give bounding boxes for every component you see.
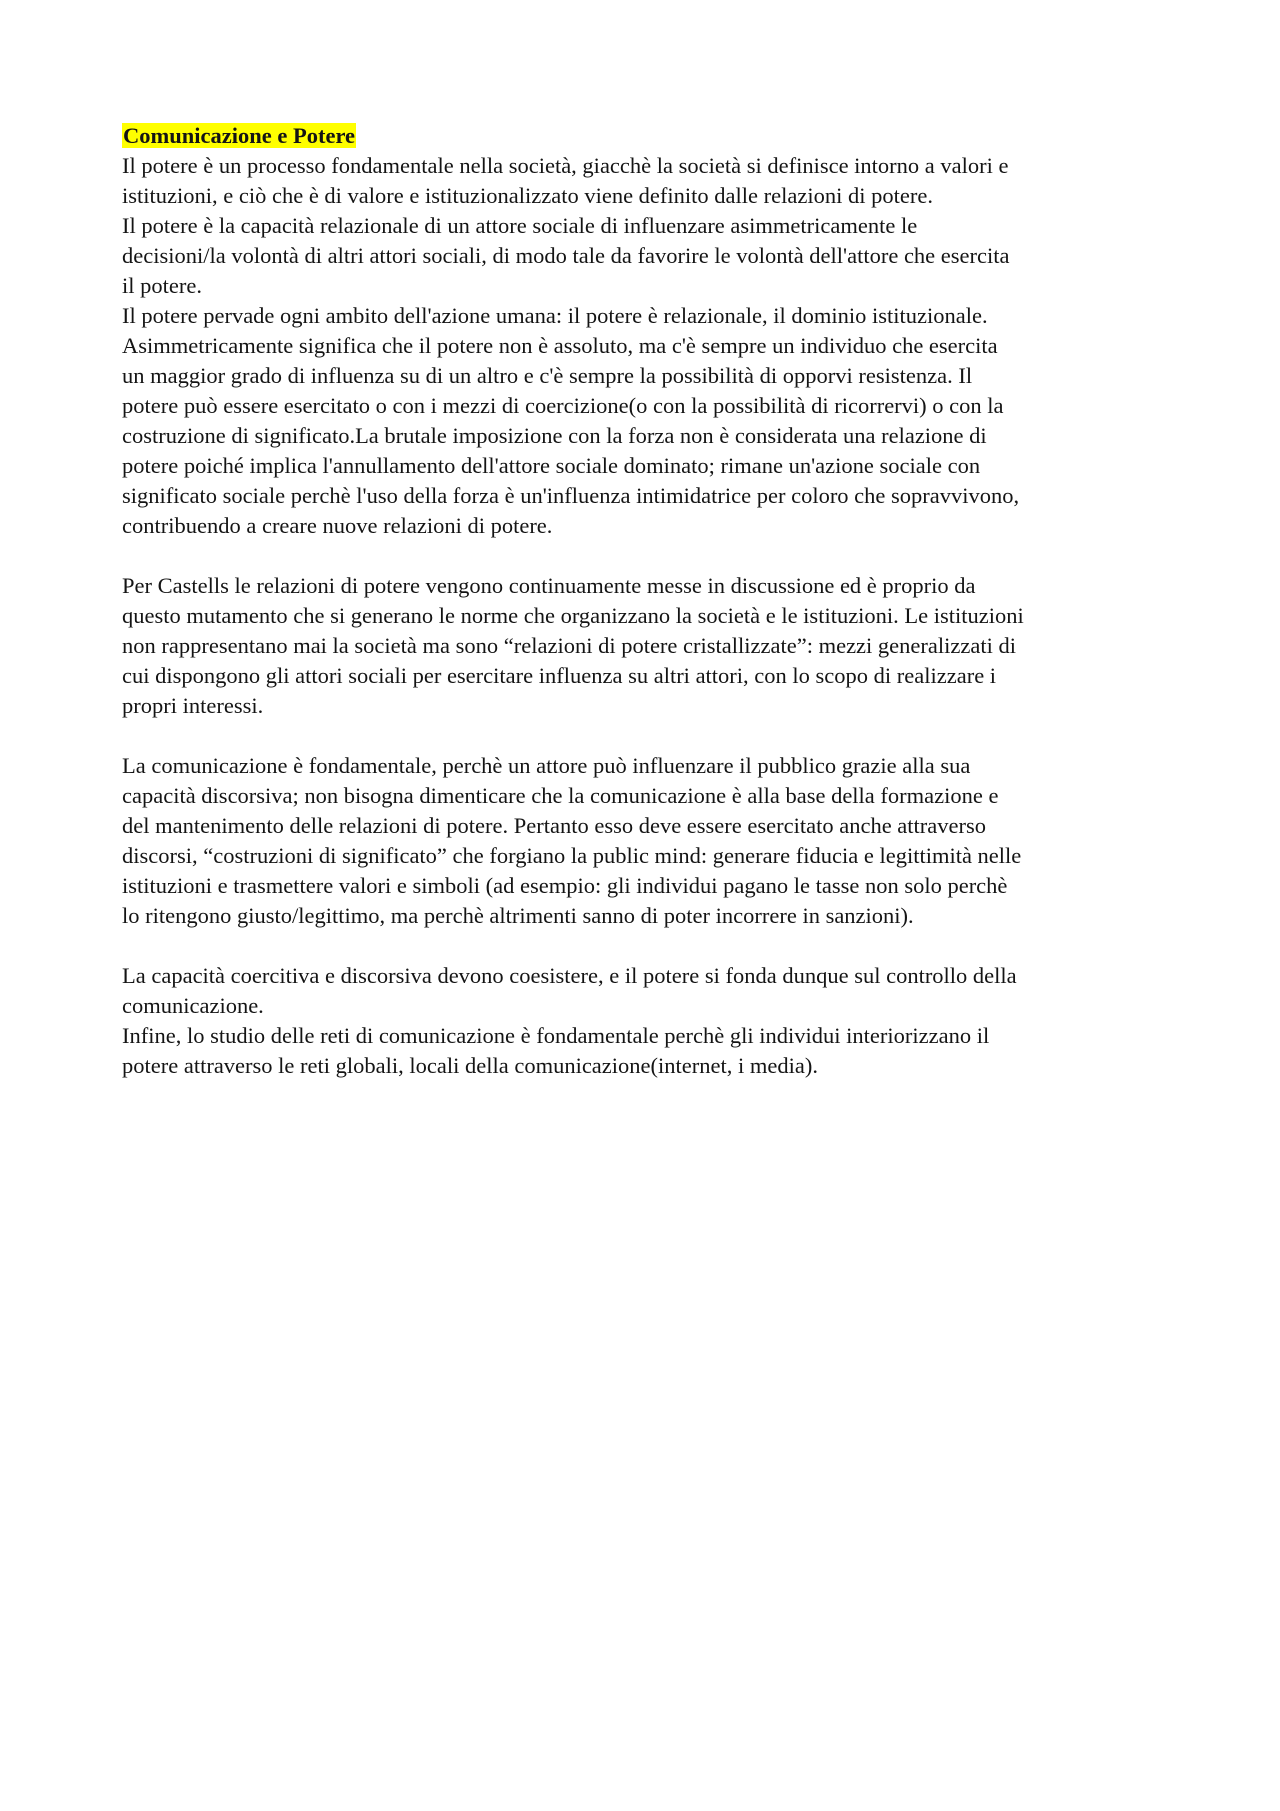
paragraph-3 <box>122 751 1172 931</box>
text-line: potere poiché implica l'annullamento dell'attore sociale dominato; rimane un'azione sociale con <box>122 453 981 478</box>
paragraph-gap <box>122 541 1172 571</box>
text-line: non rappresentano mai la società ma sono “relazioni di potere cristallizzate”: mezzi generalizzati di <box>122 633 1016 658</box>
text-line: discorsi, “costruzioni di significato” che forgiano la public mind: generare fiducia e legittimità nelle <box>122 843 1022 868</box>
text-line: questo mutamento che si generano le norme che organizzano la società e le istituzioni. Le istituzioni <box>122 603 1024 628</box>
title-line <box>122 121 1172 151</box>
text-line: il potere. <box>122 273 202 298</box>
text-line: del mantenimento delle relazioni di potere. Pertanto esso deve essere esercitato anche attraverso <box>122 813 987 838</box>
text-line: La comunicazione è fondamentale, perchè un attore può influenzare il pubblico grazie alla sua <box>122 753 971 778</box>
text-line: comunicazione. <box>122 993 264 1018</box>
text-line: Il potere è un processo fondamentale nella società, giacchè la società si definisce intorno a valori e <box>122 153 1009 178</box>
text-line: istituzioni e trasmettere valori e simboli (ad esempio: gli individui pagano le tasse non solo perchè <box>122 873 1008 898</box>
paragraph-4 <box>122 961 1172 1081</box>
document-title: Comunicazione e Potere <box>123 123 356 148</box>
text-line: un maggior grado di influenza su di un altro e c'è sempre la possibilità di opporvi resistenza. Il <box>122 363 973 388</box>
paragraph-1 <box>122 151 1172 541</box>
text-line: propri interessi. <box>122 693 264 718</box>
text-line: potere può essere esercitato o con i mezzi di coercizione(o con la possibilità di ricorrervi) o con la <box>122 393 1004 418</box>
text-line: decisioni/la volontà di altri attori sociali, di modo tale da favorire le volontà dell'attore che esercita <box>122 243 1010 268</box>
paragraph-gap <box>122 721 1172 751</box>
text-line: Il potere è la capacità relazionale di un attore sociale di influenzare asimmetricamente le <box>122 213 918 238</box>
paragraph-gap <box>122 931 1172 961</box>
text-line: capacità discorsiva; non bisogna dimenticare che la comunicazione è alla base della formazione e <box>122 783 999 808</box>
text-line: Infine, lo studio delle reti di comunicazione è fondamentale perchè gli individui interiorizzano il <box>122 1023 990 1048</box>
text-line: Per Castells le relazioni di potere vengono continuamente messe in discussione ed è proprio da <box>122 573 976 598</box>
text-line: istituzioni, e ciò che è di valore e istituzionalizzato viene definito dalle relazioni di potere. <box>122 183 933 208</box>
text-line: lo ritengono giusto/legittimo, ma perchè altrimenti sanno di poter incorrere in sanzioni). <box>122 903 914 928</box>
text-line: cui dispongono gli attori sociali per esercitare influenza su altri attori, con lo scopo di realizzare i <box>122 663 997 688</box>
text-line: contribuendo a creare nuove relazioni di potere. <box>122 513 553 538</box>
text-line: Asimmetricamente significa che il potere non è assoluto, ma c'è sempre un individuo che esercita <box>122 333 998 358</box>
text-line: potere attraverso le reti globali, locali della comunicazione(internet, i media). <box>122 1053 818 1078</box>
document-body <box>122 151 1172 1081</box>
paragraph-2 <box>122 571 1172 721</box>
text-line: significato sociale perchè l'uso della forza è un'influenza intimidatrice per coloro che sopravvivono, <box>122 483 1020 508</box>
text-line: La capacità coercitiva e discorsiva devono coesistere, e il potere si fonda dunque sul controllo della <box>122 963 1017 988</box>
text-line: Il potere pervade ogni ambito dell'azione umana: il potere è relazionale, il dominio istituzionale. <box>122 303 988 328</box>
document-page <box>122 121 1172 1081</box>
text-line: costruzione di significato.La brutale imposizione con la forza non è considerata una relazione di <box>122 423 987 448</box>
